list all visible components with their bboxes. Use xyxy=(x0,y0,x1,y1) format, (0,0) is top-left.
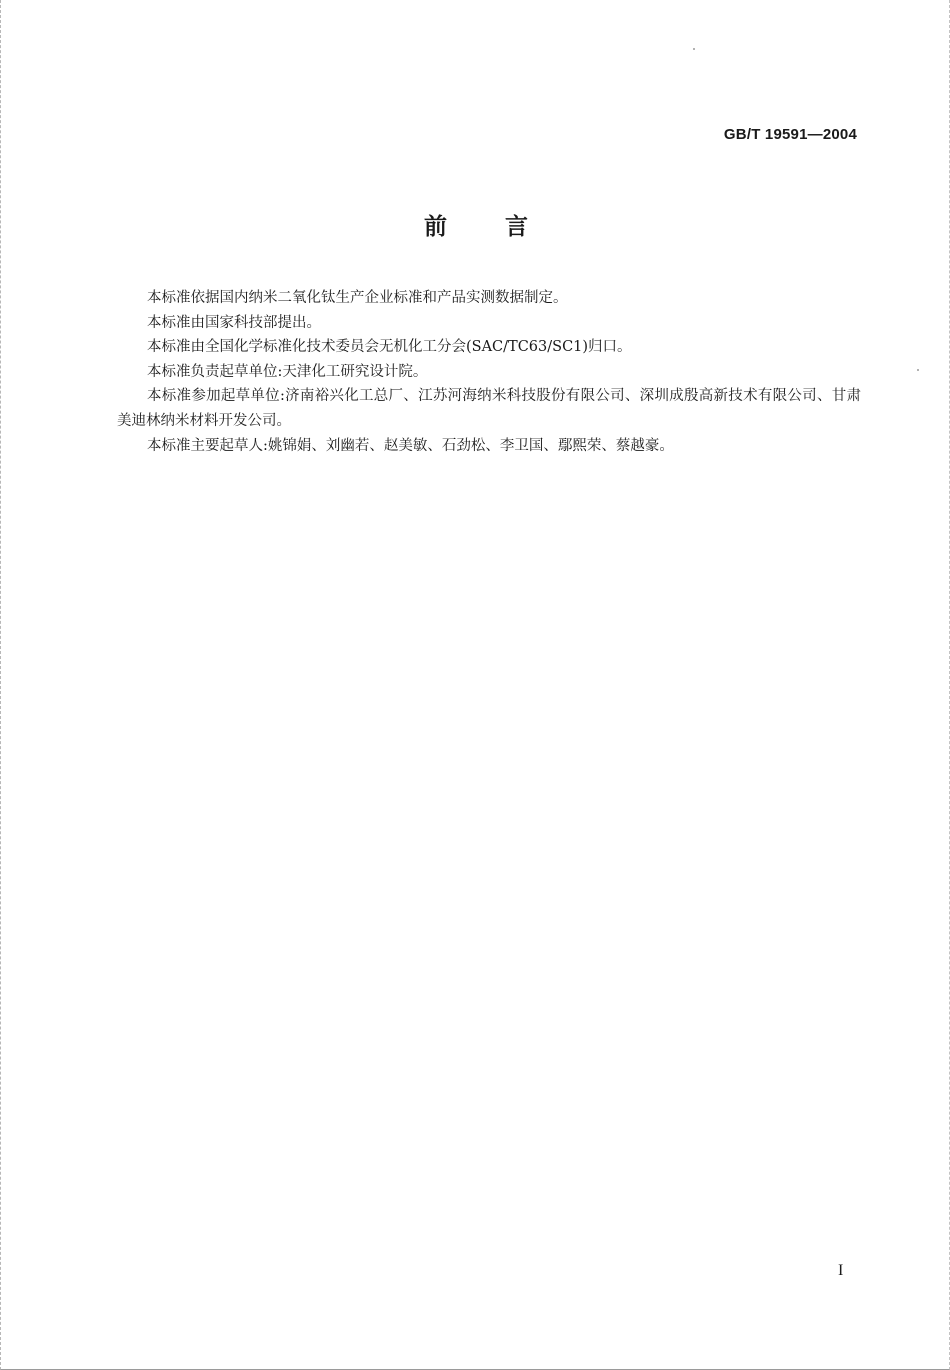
paragraph-basis: 本标准依据国内纳米二氧化钛生产企业标准和产品实测数据制定。 xyxy=(147,290,568,306)
paragraph-lead-drafter: 本标准负责起草单位:天津化工研究设计院。 xyxy=(147,363,428,380)
scan-speck xyxy=(693,48,695,50)
paragraph-participating-drafters: 本标准参加起草单位:济南裕兴化工总厂、江苏河海纳米科技股份有限公司、深圳成殷高新技术有限公司、甘肃美迪林纳米材料开发公司。 xyxy=(117,388,861,429)
standard-code: GB/T 19591—2004 xyxy=(723,126,857,143)
foreword-body xyxy=(117,286,861,458)
scan-speck xyxy=(917,369,919,371)
paragraph-proposer: 本标准由国家科技部提出。 xyxy=(147,314,321,331)
paragraph-main-drafters: 本标准主要起草人:姚锦娟、刘幽若、赵美敏、石劲松、李卫国、鄢熙荣、蔡越豪。 xyxy=(147,437,674,454)
page-number: I xyxy=(838,1262,844,1279)
paragraph-administrator: 本标准由全国化学标准化技术委员会无机化工分会(SAC/TC63/SC1)归口。 xyxy=(147,339,632,356)
page-title: 前言 xyxy=(424,214,586,240)
